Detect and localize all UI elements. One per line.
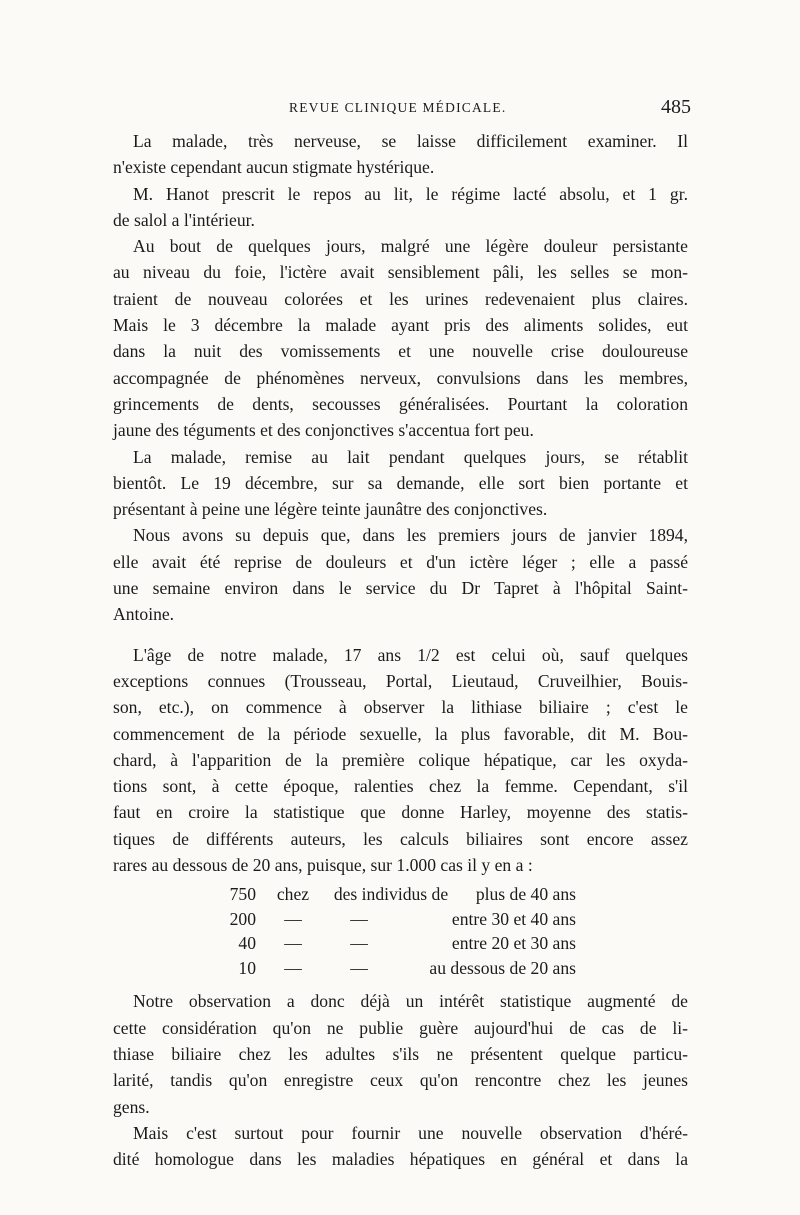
text-line: n'existe cependant aucun stigmate hystérique. [113, 157, 435, 178]
text-line: exceptions connues (Trousseau, Portal, Lieutaud, Cruveilhier, Bouis- [113, 670, 688, 691]
text-line: larité, tandis qu'on enregistre ceux qu'on rencontre chez les jeunes [113, 1070, 688, 1091]
age-range: au dessous de 20 ans [429, 957, 576, 978]
page-header [113, 96, 691, 124]
ditto-mark: — [350, 933, 368, 954]
table-cell: chez [276, 884, 310, 905]
page-number: 485 [661, 96, 691, 118]
ditto-mark: — [284, 908, 302, 929]
text-line: rares au dessous de 20 ans, puisque, sur 1.000 cas il y en a : [113, 855, 533, 876]
text-line: son, etc.), on commence à observer la lithiase biliaire ; c'est le [113, 697, 688, 718]
text-line: bientôt. Le 19 décembre, sur sa demande, elle sort bien portante et [113, 472, 688, 493]
text-line: Au bout de quelques jours, malgré une légère douleur persistante [133, 236, 688, 257]
age-range: plus de 40 ans [475, 884, 576, 905]
text-line: Mais c'est surtout pour fournir une nouvelle observation d'héré- [133, 1122, 688, 1143]
text-line: présentant à peine une légère teinte jaunâtre des conjonctives. [113, 499, 548, 520]
text-line: tions sont, à cette époque, ralenties chez la femme. Cependant, s'il [113, 776, 688, 797]
ditto-mark: — [284, 957, 302, 978]
ditto-mark: — [350, 957, 368, 978]
text-line: une semaine environ dans le service du Dr Tapret à l'hôpital Saint- [113, 578, 688, 599]
text-line: faut en croire la statistique que donne Harley, moyenne des statis- [113, 802, 688, 823]
text-line: gens. [113, 1096, 150, 1117]
text-line: chard, à l'apparition de la première colique hépatique, car les oxyda- [113, 749, 688, 770]
case-count: 40 [238, 933, 256, 954]
text-line: commencement de la période sexuelle, la plus favorable, dit M. Bou- [113, 723, 688, 744]
section-gap [113, 628, 688, 642]
text-line: de salol a l'intérieur. [113, 209, 255, 230]
table-cell: des individus de [333, 884, 449, 905]
table-row [216, 931, 576, 956]
ditto-mark: — [284, 933, 302, 954]
text-line: L'âge de notre malade, 17 ans 1/2 est celui où, sauf quelques [133, 644, 688, 665]
text-line: tiques de différents auteurs, les calculs biliaires sont encore assez [113, 828, 688, 849]
text-line: traient de nouveau colorées et les urines redevenaient plus claires. [113, 288, 688, 309]
text-line: Notre observation a donc déjà un intérêt statistique augmenté de [133, 991, 688, 1012]
ditto-mark: — [350, 908, 368, 929]
case-count: 200 [229, 908, 256, 929]
text-line: cette considération qu'on ne publie guère aujourd'hui de cas de li- [113, 1017, 688, 1038]
text-line: dité homologue dans les maladies hépatiques en général et dans la [113, 1149, 688, 1170]
table-row [216, 882, 576, 907]
table-row [216, 907, 576, 932]
book-page [113, 96, 691, 1172]
statistics-table [216, 882, 576, 980]
running-title: REVUE CLINIQUE MÉDICALE. [289, 100, 507, 115]
text-line: jaune des téguments et des conjonctives s'accentua fort peu. [113, 420, 534, 441]
case-count: 10 [238, 957, 256, 978]
text-line: accompagnée de phénomènes nerveux, convulsions dans les membres, [113, 367, 688, 388]
case-count: 750 [229, 884, 256, 905]
text-line: dans la nuit des vomissements et une nouvelle crise douloureuse [113, 341, 688, 362]
text-line: La malade, très nerveuse, se laisse difficilement examiner. Il [133, 131, 688, 151]
text-line: thiase biliaire chez les adultes s'ils ne présentent quelque particu- [113, 1043, 688, 1064]
text-line: grincements de dents, secousses généralisées. Pourtant la coloration [113, 393, 688, 414]
table-row [216, 956, 576, 981]
text-line: elle avait été reprise de douleurs et d'un ictère léger ; elle a passé [113, 551, 688, 572]
body-text [113, 128, 688, 1172]
text-line: Antoine. [113, 604, 175, 625]
text-line: Mais le 3 décembre la malade ayant pris des aliments solides, eut [113, 315, 688, 336]
text-line: M. Hanot prescrit le repos au lit, le régime lacté absolu, et 1 gr. [133, 183, 688, 204]
age-range: entre 20 et 30 ans [451, 933, 576, 954]
text-line: La malade, remise au lait pendant quelques jours, se rétablit [133, 446, 688, 467]
age-range: entre 30 et 40 ans [451, 908, 576, 929]
text-line: Nous avons su depuis que, dans les premiers jours de janvier 1894, [133, 525, 688, 546]
text-line: au niveau du foie, l'ictère avait sensiblement pâli, les selles se mon- [113, 262, 688, 283]
